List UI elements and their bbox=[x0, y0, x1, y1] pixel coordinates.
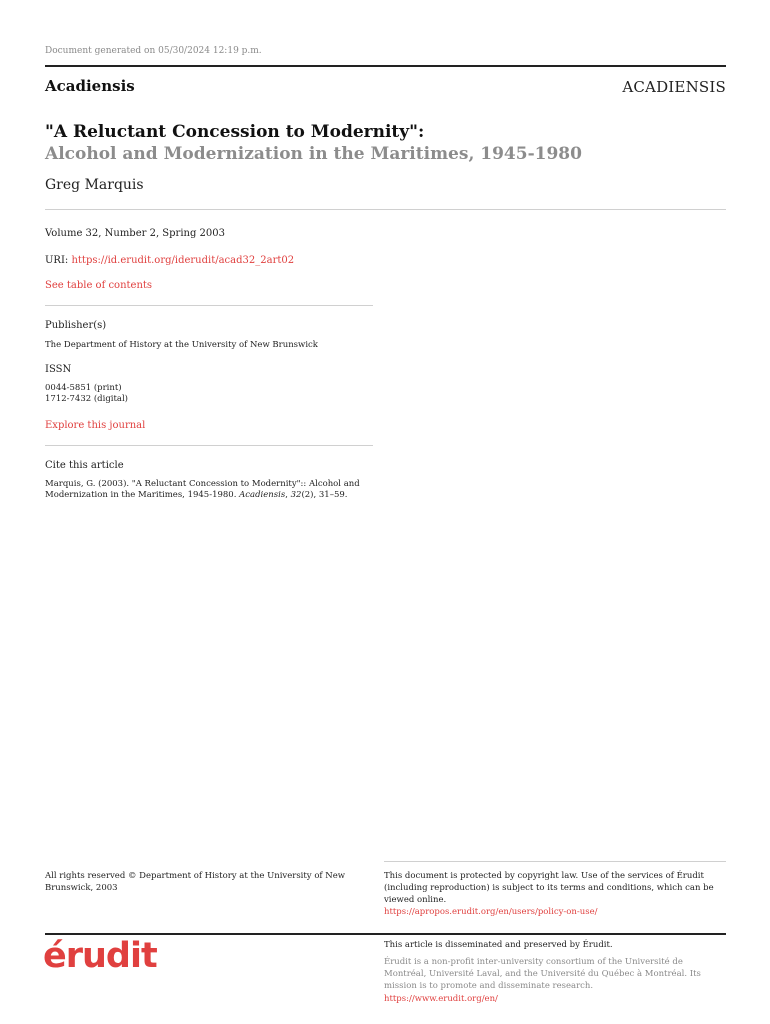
divider-short-2 bbox=[45, 445, 373, 446]
citation-pages: (2), 31–59. bbox=[301, 490, 348, 500]
uri-label: URI: bbox=[45, 255, 69, 266]
top-divider bbox=[45, 65, 726, 67]
citation-volume: 32 bbox=[290, 490, 302, 500]
explore-journal-link[interactable]: Explore this journal bbox=[45, 420, 146, 431]
rights-notice: All rights reserved © Department of History at the University of New Brunswick, 2003 bbox=[45, 871, 346, 893]
copyright-notice: This document is protected by copyright law. Use of the services of Érudit (including reproduction) is subject to its terms and conditions, which can be viewed online. bbox=[384, 871, 714, 905]
journal-name: Acadiensis bbox=[45, 77, 135, 95]
erudit-link[interactable]: https://www.erudit.org/en/ bbox=[384, 994, 498, 1004]
toc-link[interactable]: See table of contents bbox=[45, 280, 153, 291]
volume-info: Volume 32, Number 2, Spring 2003 bbox=[45, 228, 225, 239]
citation-journal: Acadiensis bbox=[239, 490, 286, 500]
divider-short-1 bbox=[45, 305, 373, 306]
cite-label: Cite this article bbox=[45, 460, 124, 471]
issn-values bbox=[45, 383, 128, 405]
journal-logo: ACADIENSIS bbox=[622, 78, 726, 96]
erudit-description: Érudit is a non-profit inter-university consortium of the Université de Montréal, Université Laval, and the Université du Québec à Montréal. Its mission is to promote and disseminate research. bbox=[384, 957, 701, 991]
publisher-label: Publisher(s) bbox=[45, 320, 107, 331]
disseminated-notice: This article is disseminated and preserved by Érudit. bbox=[384, 940, 613, 950]
footer-divider bbox=[384, 861, 726, 862]
bottom-divider bbox=[45, 933, 726, 935]
citation-prefix: Marquis, G. (2003). "A Reluctant Concession to Modernity":: Alcohol and Modernization in the Maritimes, 1945-1980. bbox=[45, 479, 360, 500]
policy-link[interactable]: https://apropos.erudit.org/en/users/policy-on-use/ bbox=[384, 907, 598, 917]
uri-link[interactable]: https://id.erudit.org/iderudit/acad32_2art02 bbox=[71, 255, 295, 266]
issn-label: ISSN bbox=[45, 364, 72, 375]
article-author: Greg Marquis bbox=[45, 177, 144, 193]
article-title: "A Reluctant Concession to Modernity": bbox=[45, 122, 425, 142]
article-subtitle: Alcohol and Modernization in the Maritimes, 1945-1980 bbox=[45, 144, 582, 164]
issn-print: 0044-5851 (print) bbox=[45, 383, 122, 393]
uri-line bbox=[45, 255, 294, 266]
erudit-logo: érudit bbox=[43, 936, 157, 976]
citation-comma: , bbox=[285, 490, 291, 500]
section-divider bbox=[45, 209, 726, 210]
publisher-value: The Department of History at the University of New Brunswick bbox=[45, 340, 318, 350]
issn-digital: 1712-7432 (digital) bbox=[45, 394, 128, 404]
generated-date: Document generated on 05/30/2024 12:19 p.m. bbox=[45, 46, 262, 56]
citation-text bbox=[45, 479, 365, 501]
